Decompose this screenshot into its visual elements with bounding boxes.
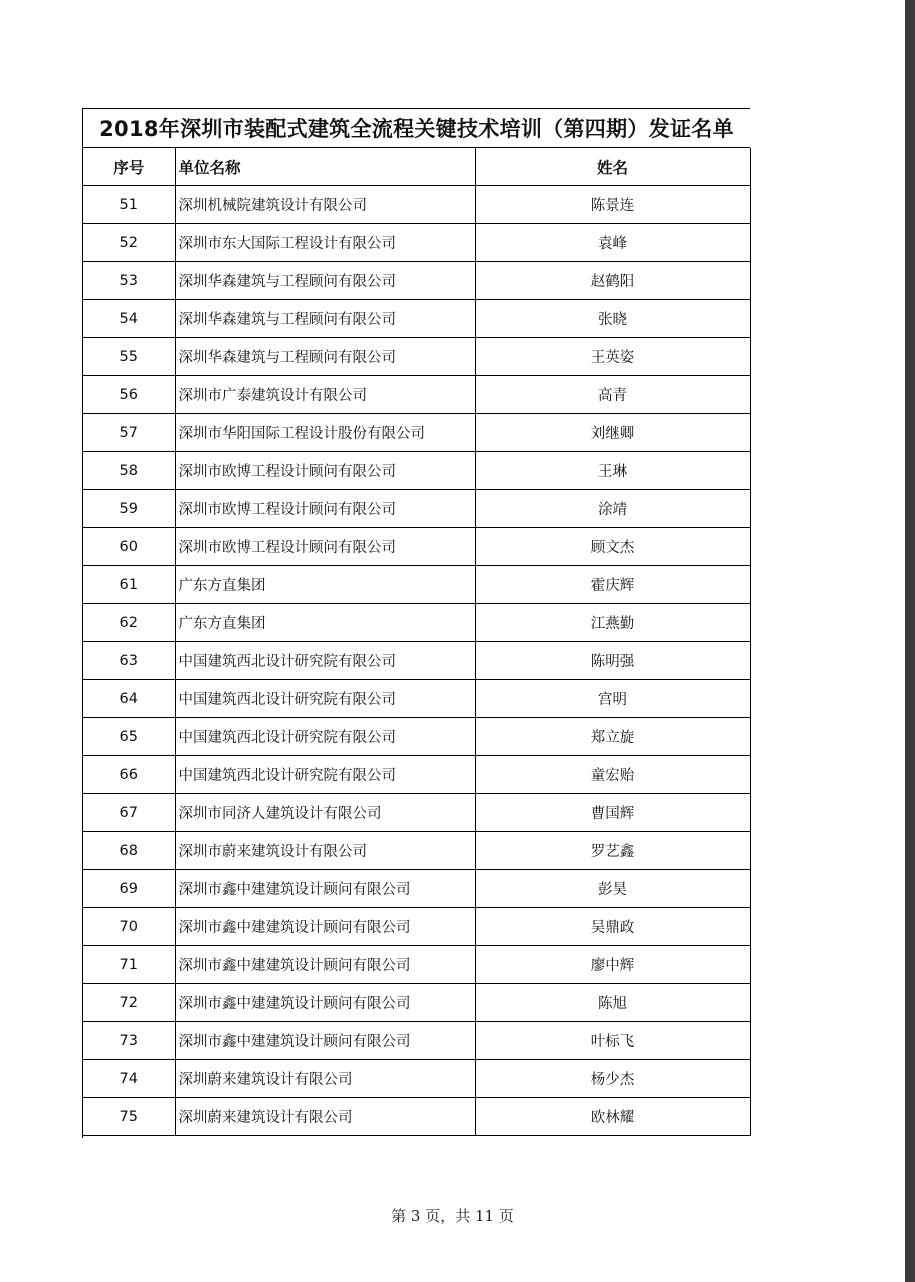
row-number: 62 [83, 604, 175, 642]
table-row [83, 946, 750, 984]
row-unit: 深圳市东大国际工程设计有限公司 [175, 224, 475, 262]
document-title: 2018年深圳市装配式建筑全流程关键技术培训（第四期）发证名单 [83, 109, 750, 148]
row-name: 宫明 [475, 680, 750, 718]
row-number: 68 [83, 832, 175, 870]
row-number: 63 [83, 642, 175, 680]
row-unit: 深圳机械院建筑设计有限公司 [175, 186, 475, 224]
table-row [83, 604, 750, 642]
table-row [83, 414, 750, 452]
row-unit: 深圳华森建筑与工程顾问有限公司 [175, 262, 475, 300]
table-row [83, 528, 750, 566]
table-row [83, 490, 750, 528]
row-number: 69 [83, 870, 175, 908]
row-number: 54 [83, 300, 175, 338]
row-unit: 深圳市鑫中建建筑设计顾问有限公司 [175, 946, 475, 984]
row-unit: 广东方直集团 [175, 604, 475, 642]
roster-table [83, 148, 751, 1136]
row-number: 53 [83, 262, 175, 300]
row-unit: 深圳蔚来建筑设计有限公司 [175, 1060, 475, 1098]
row-name: 曹国辉 [475, 794, 750, 832]
table-row [83, 300, 750, 338]
row-number: 56 [83, 376, 175, 414]
row-number: 52 [83, 224, 175, 262]
row-number: 58 [83, 452, 175, 490]
row-unit: 深圳华森建筑与工程顾问有限公司 [175, 338, 475, 376]
table-row [83, 376, 750, 414]
row-unit: 深圳市欧博工程设计顾问有限公司 [175, 490, 475, 528]
row-name: 高青 [475, 376, 750, 414]
row-number: 60 [83, 528, 175, 566]
row-unit: 深圳市鑫中建建筑设计顾问有限公司 [175, 908, 475, 946]
table-row [83, 1022, 750, 1060]
table-row [83, 1060, 750, 1098]
row-number: 57 [83, 414, 175, 452]
row-number: 67 [83, 794, 175, 832]
table-row [83, 832, 750, 870]
row-number: 55 [83, 338, 175, 376]
row-unit: 深圳市鑫中建建筑设计顾问有限公司 [175, 1022, 475, 1060]
row-unit: 深圳市华阳国际工程设计股份有限公司 [175, 414, 475, 452]
row-number: 72 [83, 984, 175, 1022]
row-name: 刘继卿 [475, 414, 750, 452]
table-row [83, 1098, 750, 1136]
row-unit: 中国建筑西北设计研究院有限公司 [175, 680, 475, 718]
row-name: 郑立旋 [475, 718, 750, 756]
row-number: 64 [83, 680, 175, 718]
row-name: 吴鼎政 [475, 908, 750, 946]
table-row [83, 984, 750, 1022]
row-number: 70 [83, 908, 175, 946]
row-name: 叶标飞 [475, 1022, 750, 1060]
row-name: 顾文杰 [475, 528, 750, 566]
window-edge [905, 0, 915, 1282]
row-name: 陈景连 [475, 186, 750, 224]
row-name: 杨少杰 [475, 1060, 750, 1098]
row-name: 彭昊 [475, 870, 750, 908]
row-unit: 深圳市鑫中建建筑设计顾问有限公司 [175, 870, 475, 908]
row-unit: 深圳市欧博工程设计顾问有限公司 [175, 452, 475, 490]
row-name: 王英姿 [475, 338, 750, 376]
row-name: 张晓 [475, 300, 750, 338]
row-name: 罗艺鑫 [475, 832, 750, 870]
row-unit: 中国建筑西北设计研究院有限公司 [175, 642, 475, 680]
row-name: 陈旭 [475, 984, 750, 1022]
table-row [83, 870, 750, 908]
row-name: 霍庆辉 [475, 566, 750, 604]
column-header-unit: 单位名称 [175, 148, 475, 186]
row-name: 王琳 [475, 452, 750, 490]
table-row [83, 756, 750, 794]
table-row [83, 224, 750, 262]
row-number: 59 [83, 490, 175, 528]
row-number: 71 [83, 946, 175, 984]
row-number: 73 [83, 1022, 175, 1060]
table-row [83, 186, 750, 224]
column-header-name: 姓名 [475, 148, 750, 186]
row-number: 75 [83, 1098, 175, 1136]
table-row [83, 642, 750, 680]
row-unit: 深圳华森建筑与工程顾问有限公司 [175, 300, 475, 338]
row-name: 涂靖 [475, 490, 750, 528]
row-number: 65 [83, 718, 175, 756]
row-name: 陈明强 [475, 642, 750, 680]
row-name: 袁峰 [475, 224, 750, 262]
row-unit: 深圳市蔚来建筑设计有限公司 [175, 832, 475, 870]
row-unit: 广东方直集团 [175, 566, 475, 604]
row-name: 江燕勤 [475, 604, 750, 642]
row-unit: 深圳市欧博工程设计顾问有限公司 [175, 528, 475, 566]
row-name: 赵鹤阳 [475, 262, 750, 300]
column-header-number: 序号 [83, 148, 175, 186]
table-row [83, 338, 750, 376]
row-number: 66 [83, 756, 175, 794]
row-unit: 深圳市同济人建筑设计有限公司 [175, 794, 475, 832]
row-unit: 深圳市鑫中建建筑设计顾问有限公司 [175, 984, 475, 1022]
row-unit: 中国建筑西北设计研究院有限公司 [175, 756, 475, 794]
row-unit: 深圳蔚来建筑设计有限公司 [175, 1098, 475, 1136]
table-row [83, 452, 750, 490]
page-footer: 第 3 页，共 11 页 [391, 1207, 514, 1225]
table-row [83, 566, 750, 604]
table-row [83, 908, 750, 946]
row-name: 廖中辉 [475, 946, 750, 984]
table-row [83, 794, 750, 832]
table-row [83, 680, 750, 718]
row-name: 童宏贻 [475, 756, 750, 794]
row-number: 74 [83, 1060, 175, 1098]
row-number: 61 [83, 566, 175, 604]
roster-sheet [82, 108, 750, 1138]
row-number: 51 [83, 186, 175, 224]
row-name: 欧林耀 [475, 1098, 750, 1136]
table-header-row [83, 148, 750, 186]
row-unit: 中国建筑西北设计研究院有限公司 [175, 718, 475, 756]
row-unit: 深圳市广泰建筑设计有限公司 [175, 376, 475, 414]
table-row [83, 262, 750, 300]
table-row [83, 718, 750, 756]
